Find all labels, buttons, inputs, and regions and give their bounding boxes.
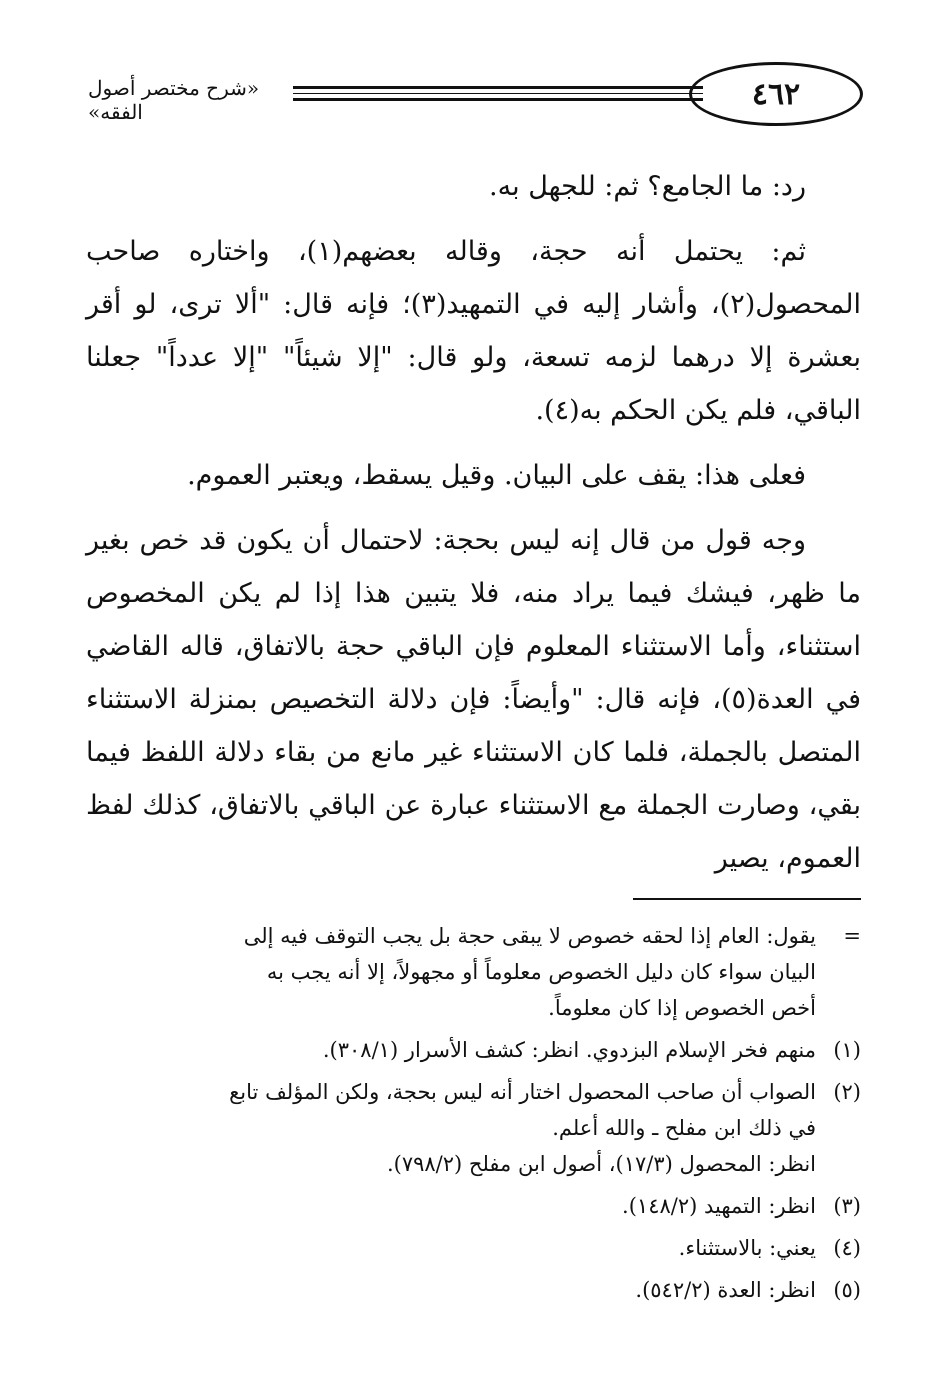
footnote-line: يقول: العام إذا لحقه خصوص لا يبقى حجة بل يجب التوقف فيه إلى [243,924,816,948]
footnote-line: انظر: التمهيد (١٤٨/٢). [622,1194,816,1218]
footnote-2 [86,1074,861,1182]
header-rule-bottom [293,98,703,101]
footnote-line: يعني: بالاستثناء. [678,1236,816,1260]
footnote-line: أخص الخصوص إذا كان معلوماً. [548,996,816,1020]
page-number: ٤٦٢ [689,62,863,126]
paragraph-2: ثم: يحتمل أنه حجة، وقاله بعضهم(١)، واختاره صاحب المحصول(٢)، وأشار إليه في التمهيد(٣)؛ فإنه قال: "ألا ترى، لو أقر بعشرة إلا درهما لزمه تسعة، ولو قال: "إلا شيئاً" "إلا عدداً" جعلنا الباقي، فلم يكن الحكم به(٤). [86,236,861,426]
footnote-3 [86,1188,861,1224]
footnote-line: البيان سواء كان دليل الخصوص معلوماً أو مجهولاً، إلا أنه يجب به [266,960,816,984]
paragraph-3: فعلى هذا: يقف على البيان. وقيل يسقط، ويعتبر العموم. [187,460,806,491]
paragraph-4: وجه قول من قال إنه ليس بحجة: لاحتمال أن يكون قد خص بغير ما ظهر، فيشك فيما يراد منه، فلا يتبين هذا إذا لم يكن المخصوص استثناء، وأما الاستثناء المعلوم فإن الباقي حجة بالاتفاق، قاله القاضي في العدة(٥)، فإنه قال: "وأيضاً: فإن دلالة التخصيص بمنزلة الاستثناء المتصل بالجملة، فلما كان الاستثناء غير مانع من بقاء دلالة اللفظ فيما بقي، وصارت الجملة مع الاستثناء عبارة عن الباقي بالاتفاق، كذلك لفظ العموم، يصير [86,525,861,874]
footnote-line: منهم فخر الإسلام البزدوي. انظر: كشف الأسرار (٣٠٨/١). [322,1038,816,1062]
footnote-continued [86,918,861,1026]
footnote-marker: (٥) [833,1278,861,1302]
footnote-1 [86,1032,861,1068]
footnote-line: الصواب أن صاحب المحصول اختار أنه ليس بحجة، ولكن المؤلف تابع [229,1080,816,1104]
header-rule-thin [293,93,703,94]
footnotes [86,918,861,1314]
footnote-separator [633,898,861,900]
page-header [88,62,863,124]
footnote-marker: (١) [833,1038,861,1062]
footnote-line: انظر: المحصول (١٧/٣)، أصول ابن مفلح (٧٩٨/٢). [386,1152,816,1176]
main-text [86,160,861,897]
book-title: «شرح مختصر أصول الفقه» [88,76,260,124]
footnote-marker: (٣) [833,1194,861,1218]
footnote-line: انظر: العدة (٥٤٢/٢). [635,1278,816,1302]
paragraph-1: رد: ما الجامع؟ ثم: للجهل به. [489,171,806,202]
footnote-marker: (٤) [833,1236,861,1260]
footnote-marker: = [843,924,861,948]
footnote-line: في ذلك ابن مفلح ـ والله أعلم. [552,1116,816,1140]
header-rule [293,86,703,89]
footnote-marker: (٢) [833,1080,861,1104]
footnote-5 [86,1272,861,1308]
footnote-4 [86,1230,861,1266]
